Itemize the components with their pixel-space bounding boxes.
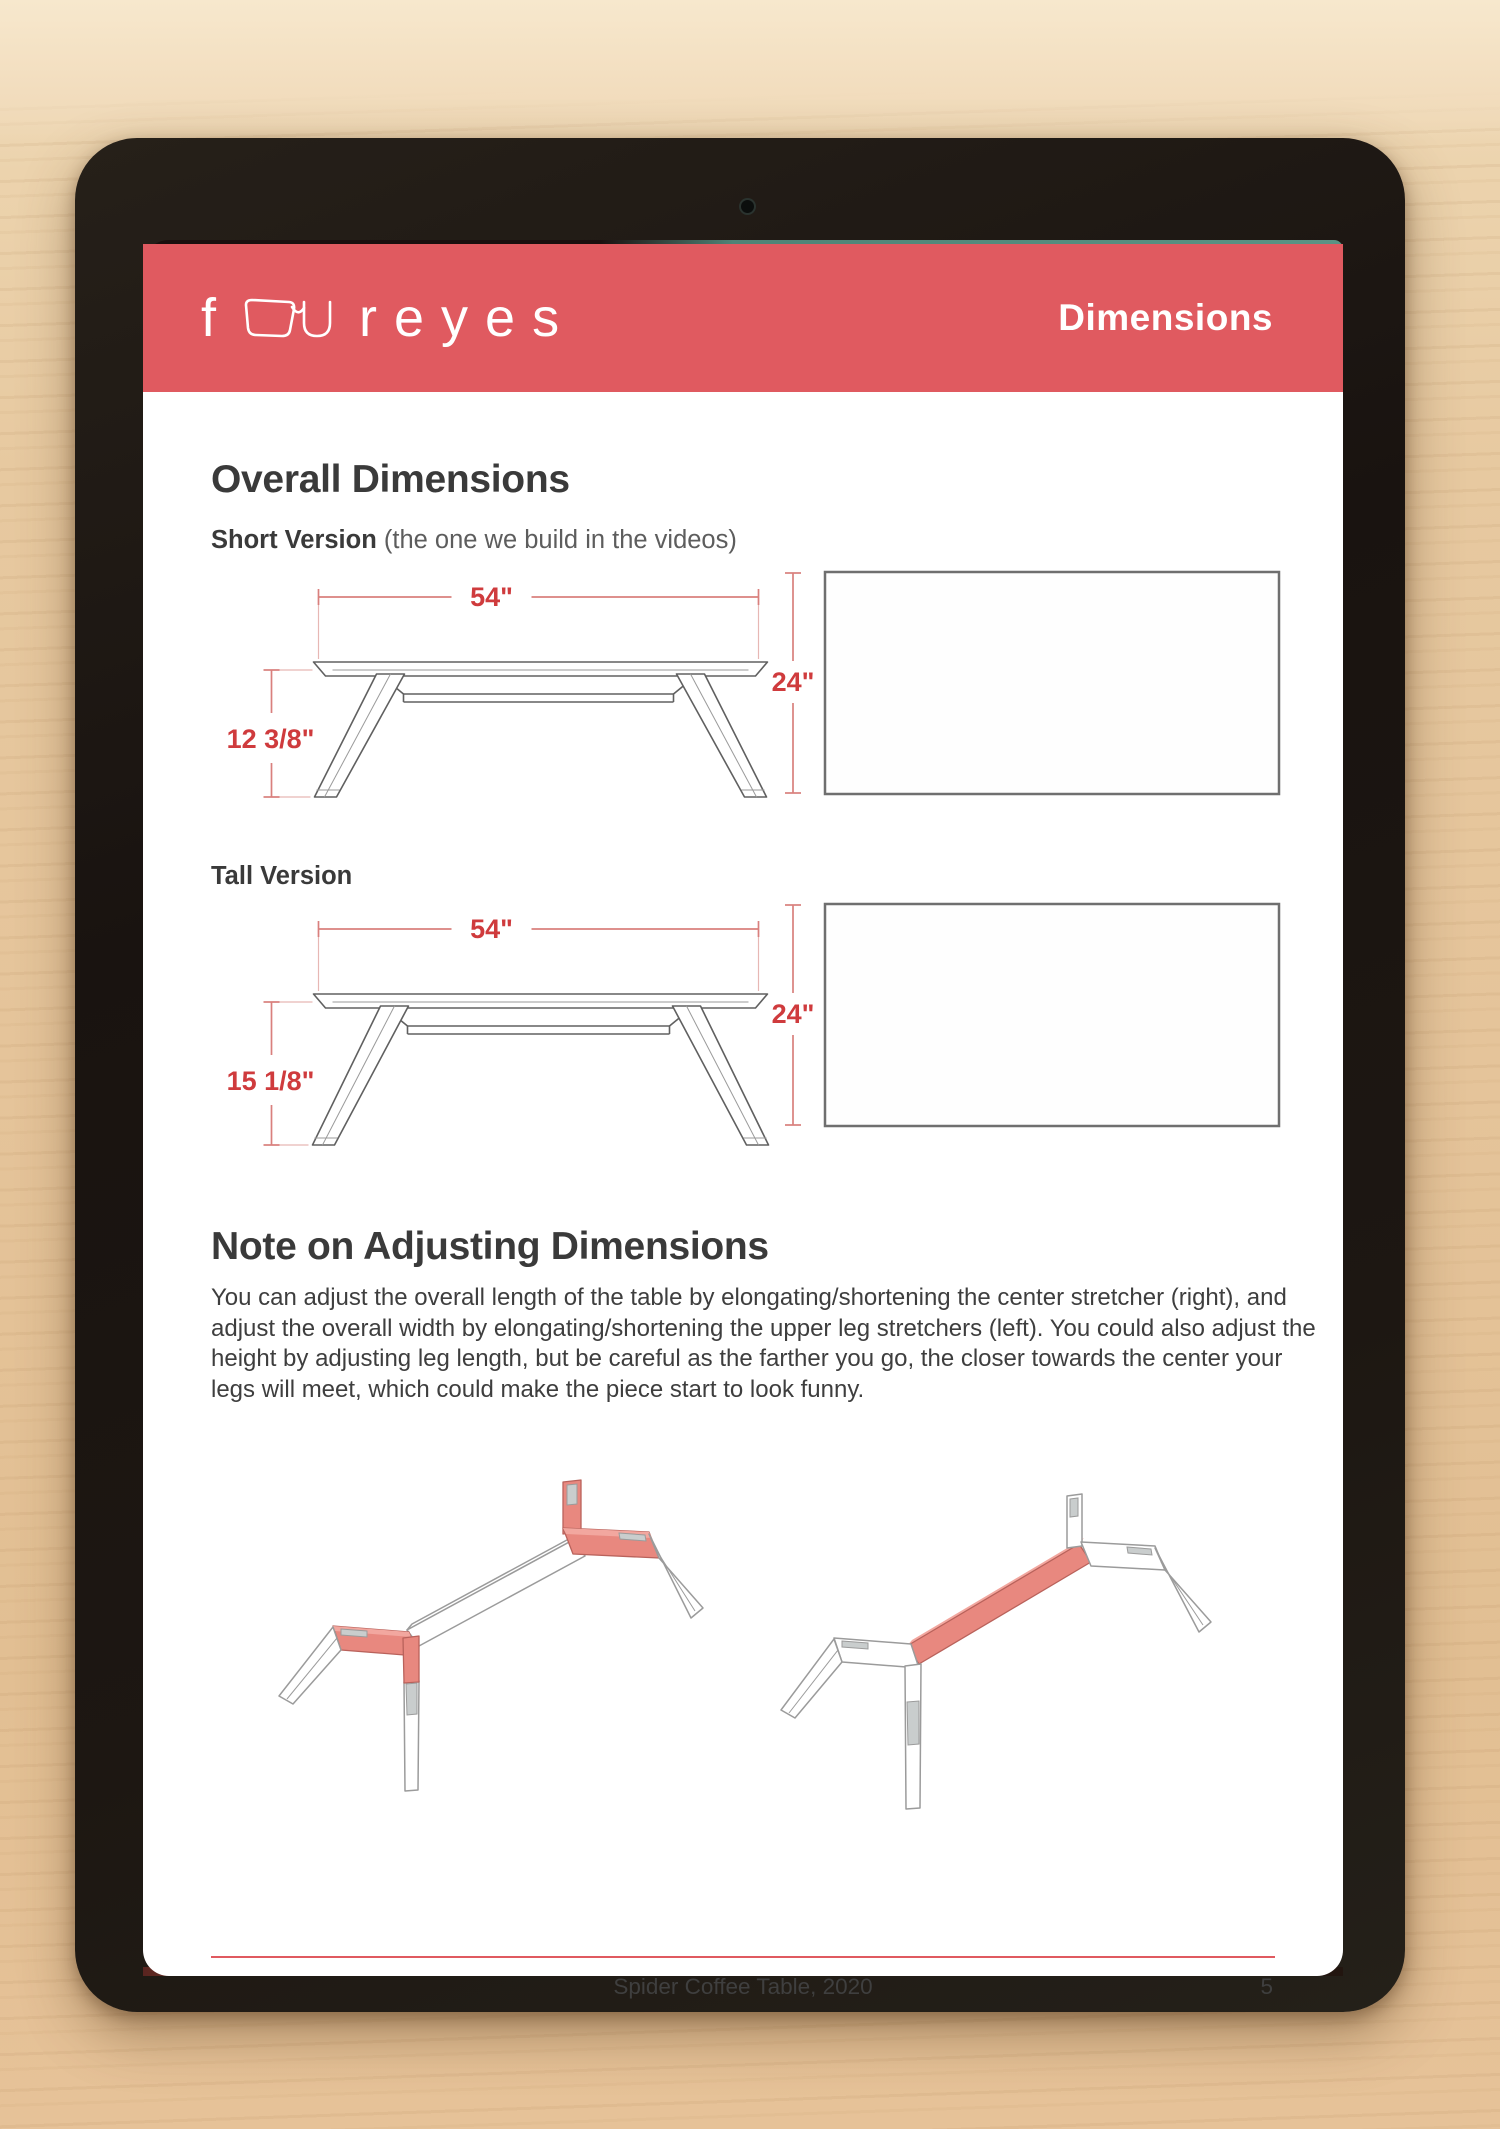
tall-version-top-view (771, 901, 1283, 1129)
short-length-dim: 54" (470, 582, 513, 612)
note-title: Note on Adjusting Dimensions (211, 1225, 769, 1268)
short-depth-dim: 24" (771, 667, 815, 697)
short-version-drawings (211, 567, 1275, 817)
assembly-upper-stretchers-highlighted (267, 1470, 707, 1800)
tall-height-dim: 15 1/8" (226, 1066, 315, 1096)
wood-table-surface (0, 0, 1500, 140)
foureyes-logo (201, 280, 576, 357)
tall-depth-dim: 24" (771, 999, 815, 1029)
tablet-screen[interactable] (143, 240, 1343, 1999)
page-section-label: Dimensions (1058, 297, 1273, 338)
short-height-dim: 12 3/8" (226, 724, 315, 754)
short-version-top-view (771, 569, 1283, 797)
short-version-side-view (211, 567, 771, 817)
pdf-page[interactable] (143, 244, 1343, 1999)
tall-version-drawings (211, 899, 1275, 1164)
page-header (143, 244, 1343, 392)
logo-text-suffix: reyes (359, 288, 577, 348)
tablet-device (75, 138, 1405, 2012)
page-footer (211, 1956, 1275, 2000)
logo-text-prefix: f (201, 288, 234, 348)
footer-doc-title: Spider Coffee Table, 2020 (613, 1974, 873, 1999)
front-camera (739, 198, 756, 215)
note-body: You can adjust the overall length of the table by elongating/shortening the center stretcher (right), and adjust the overall width by elongating/shortening the upper leg stretchers (left). You could also adjust the height by adjusting leg length, but be careful as the farther you go, the closer towards the center your legs will meet, which could make the piece start to look funny. (211, 1284, 1316, 1403)
short-version-label: Short Version (the one we build in the videos) (211, 526, 737, 554)
tall-length-dim: 54" (470, 914, 513, 944)
assembly-drawings (211, 1470, 1275, 1815)
assembly-center-stretcher-highlighted (779, 1470, 1219, 1815)
overall-dimensions-title: Overall Dimensions (211, 458, 570, 501)
page-content (143, 458, 1343, 2042)
tall-version-label: Tall Version (211, 862, 353, 890)
footer-rule (211, 1956, 1275, 1958)
tall-version-side-view (211, 899, 771, 1164)
footer-page-number: 5 (1260, 1974, 1273, 1999)
glasses-icon (239, 290, 357, 357)
